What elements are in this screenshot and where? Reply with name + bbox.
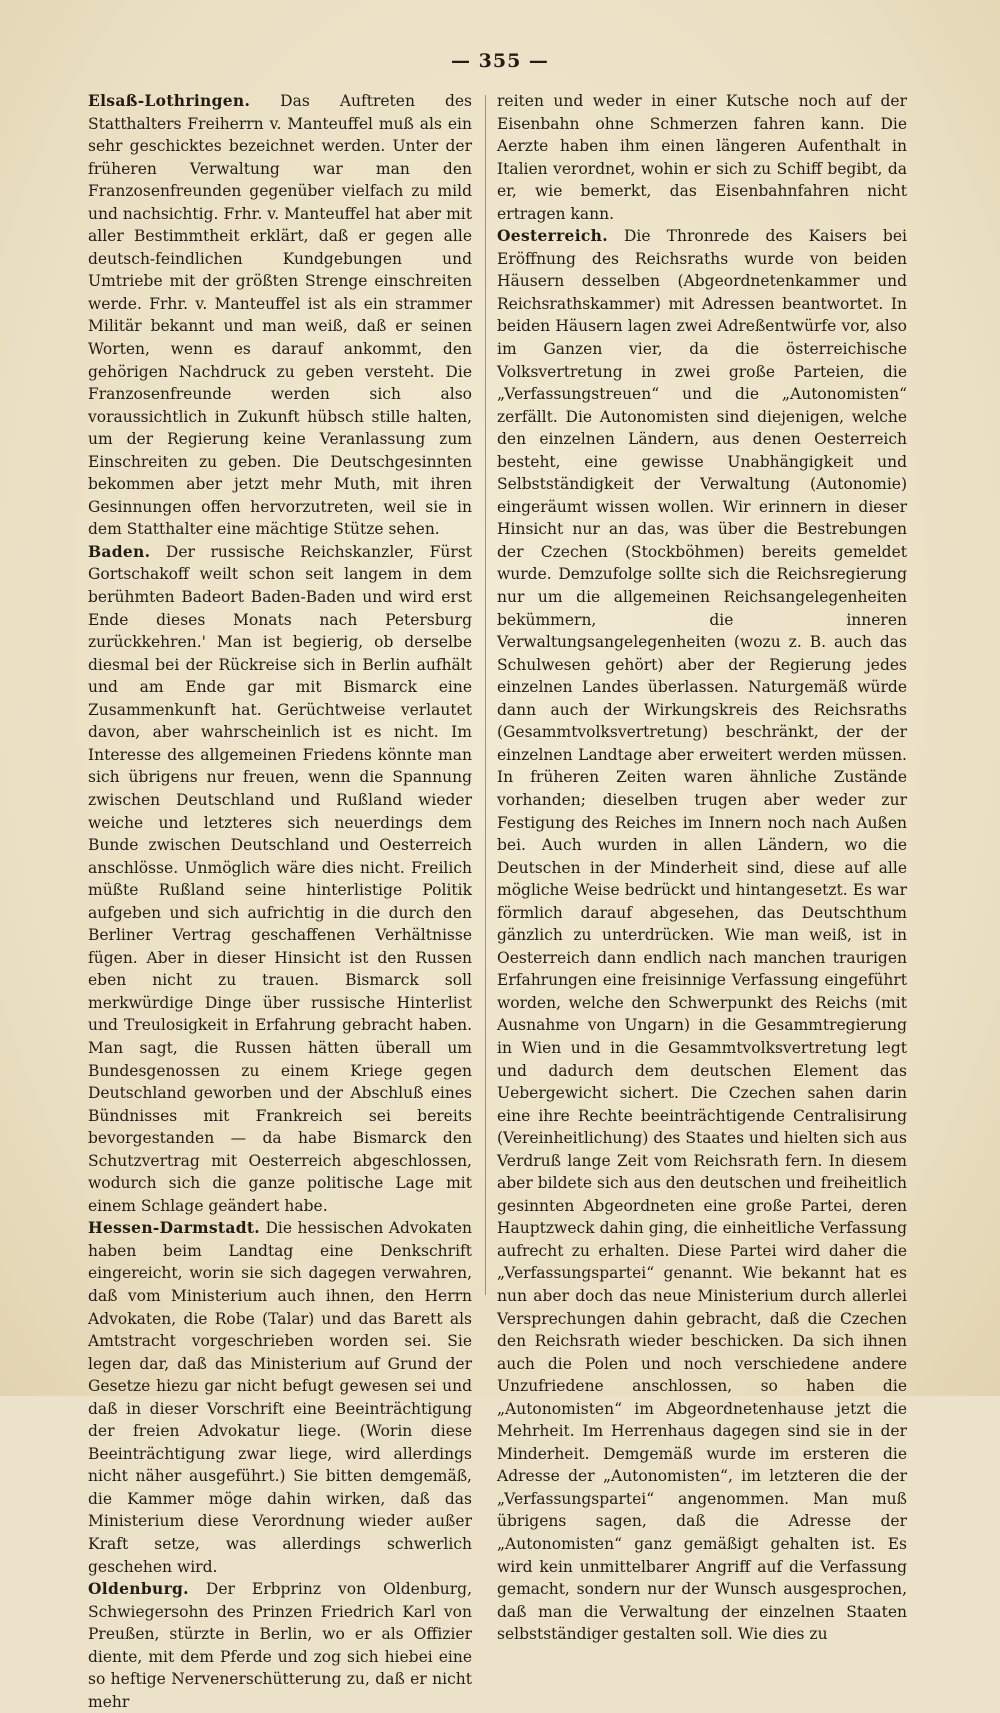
section-text: Die hessischen Advokaten haben beim Landtag eine Denkschrift eingereicht, worin sie sich dagegen verwahren, daß vom Ministerium auch ihnen, den Herrn Advokaten, die Robe (Talar) und das Barett als Amtstracht vorgeschrieben worden sei. Sie legen dar, daß das Ministerium auf Grund der Gesetze hiezu gar nicht befugt gewesen sei und daß in dieser Vorschrift eine Beeinträchtigung der freien Advokatur liege. (Worin diese Beeinträchtigung zwar liege, wird allerdings nicht näher ausgeführt.) Sie bitten demgemäß, die Kammer möge dahin wirken, daß das Ministerium diese Verordnung wieder außer Kraft setze, was allerdings schwerlich geschehen wird. (88, 1219, 472, 1576)
right-column (497, 90, 907, 1646)
section-oldenburg (88, 1578, 472, 1713)
column-divider (485, 95, 486, 1295)
section-elsass-lothringen (88, 90, 472, 541)
section-text: Der russische Reichskanzler, Fürst Gortschakoff weilt schon seit langem in dem berühmten Badeort Baden-Baden und wird erst Ende dieses Monats nach Petersburg zurückkehren.' Man ist begierig, ob derselbe diesmal bei der Rückreise sich in Berlin aufhält und am Ende gar mit Bismarck eine Zusammenkunft hat. Gerüchtweise verlautet davon, aber wahrscheinlich ist es nicht. Im Interesse des allgemeinen Friedens könnte man sich übrigens nur freuen, wenn die Spannung zwischen Deutschland und Rußland wieder weiche und letzteres sich neuerdings dem Bunde zwischen Deutschland und Oesterreich anschlösse. Unmöglich wäre dies nicht. Freilich müßte Rußland seine hinterlistige Politik aufgeben und sich aufrichtig in die durch den Berliner Vertrag geschaffenen Verhältnisse fügen. Aber in dieser Hinsicht ist den Russen eben nicht zu trauen. Bismarck soll merkwürdige Dinge über russische Hinterlist und Treulosigkeit in Erfahrung gebracht haben. Man sagt, die Russen hätten überall um Bundesgenossen zu einem Kriege gegen Deutschland geworben und der Abschluß eines Bündnisses mit Frankreich sei bereits bevorgestanden — da habe Bismarck den Schutzvertrag mit Oesterreich abgeschlossen, wodurch sich die ganze politische Lage mit einem Schlage geändert habe. (88, 542, 472, 1215)
section-heading: Oldenburg. (88, 1579, 189, 1599)
section-hessen-darmstadt (88, 1217, 472, 1578)
section-baden (88, 541, 472, 1217)
section-text: Das Auftreten des Statthalters Freiherrn v. Manteuffel muß als ein sehr geschicktes bezeichnet werden. Unter der früheren Verwaltung war man den Franzosenfreunden gegenüber vielfach zu mild und nachsichtig. Frhr. v. Manteuffel hat aber mit aller Bestimmtheit erklärt, daß er gegen alle deutsch-feindlichen Kundgebungen und Umtriebe mit der größten Strenge einschreiten werde. Frhr. v. Manteuffel ist als ein strammer Militär bekannt und man weiß, daß er seinen Worten, wenn es darauf ankommt, den gehörigen Nachdruck zu geben versteht. Die Franzosenfreunde werden sich also voraussichtlich in Zukunft hübsch stille halten, um der Regierung keine Veranlassung zum Einschreiten zu geben. Die Deutschgesinnten bekommen aber jetzt mehr Muth, mit ihren Gesinnungen offen hervorzutreten, weil sie in dem Statthalter eine mächtige Stütze sehen. (88, 92, 472, 539)
section-text: Der Erbprinz von Oldenburg, Schwiegersohn des Prinzen Friedrich Karl von Preußen, stürzte in Berlin, wo er als Offizier diente, mit dem Pferde und zog sich hiebei eine so heftige Nervenerschütterung zu, daß er nicht mehr (88, 1580, 472, 1711)
section-oesterreich (497, 225, 907, 1645)
left-column (88, 90, 472, 1713)
section-text: Die Thronrede des Kaisers bei Eröffnung des Reichsraths wurde von beiden Häusern desselben (Abgeordnetenkammer und Reichsrathskammer) mit Adressen beantwortet. In beiden Häusern lagen zwei Adreßentwürfe vor, also im Ganzen vier, da die österreichische Volksvertretung in zwei große Parteien, die „Verfassungstreuen“ und die „Autonomisten“ zerfällt. Die Autonomisten sind diejenigen, welche den einzelnen Ländern, aus denen Oesterreich besteht, eine gewisse Unabhängigkeit und Selbstständigkeit der Verwaltung (Autonomie) eingeräumt wissen wollen. Wir erinnern in dieser Hinsicht nur an das, was über die Bestrebungen der Czechen (Stockböhmen) bereits gemeldet wurde. Demzufolge sollte sich die Reichsregierung nur um die allgemeinen Reichsangelegenheiten bekümmern, die inneren Verwaltungsangelegenheiten (wozu z. B. auch das Schulwesen gehört) aber der Regierung jedes einzelnen Landes überlassen. Naturgemäß würde dann auch der Wirkungskreis des Reichsraths (Gesammtvolksvertretung) beschränkt, der der einzelnen Landtage aber erweitert werden müssen. In früheren Zeiten waren ähnliche Zustände vorhanden; dieselben trugen aber weder zur Festigung des Reiches im Innern noch nach Außen bei. Auch wurden in allen Ländern, wo die Deutschen in der Minderheit sind, diese auf alle mögliche Weise bedrückt und hintangesetzt. Es war förmlich darauf abgesehen, das Deutschthum gänzlich zu unterdrücken. Wie man weiß, ist in Oesterreich dann endlich nach manchen traurigen Erfahrungen eine freisinnige Verfassung eingeführt worden, welche den Schwerpunkt des Reichs (mit Ausnahme von Ungarn) in die Gesammtregierung in Wien und in die Gesammtvolksvertretung legt und dadurch dem deutschen Element das Uebergewicht sichert. Die Czechen sahen darin eine ihre Rechte beeinträchtigende Centralisirung (Vereinheitlichung) des Staates und hielten sich aus Verdruß lange Zeit vom Reichsrath fern. In diesem aber bildete sich aus den deutschen und freiheitlich gesinnten Abgeordneten eine große Partei, deren Hauptzweck dahin ging, die einheitliche Verfassung aufrecht zu erhalten. Diese Partei wird daher die „Verfassungspartei“ genannt. Wie bekannt hat es nun aber doch das neue Ministerium durch allerlei Versprechungen dahin gebracht, daß die Czechen den Reichsrath wieder beschicken. Da sich ihnen auch die Polen und noch verschiedene andere Unzufriedene anschlossen, so haben die „Autonomisten“ im Abgeordnetenhause jetzt die Mehrheit. Im Herrenhaus dagegen sind sie in der Minderheit. Demgemäß wurde im ersteren die Adresse der „Autonomisten“, im letzteren die der „Verfassungspartei“ angenommen. Man muß übrigens sagen, daß die Adresse der „Autonomisten“ ganz gemäßigt gehalten ist. Es wird kein unmittelbarer Angriff auf die Verfassung gemacht, sondern nur der Wunsch ausgesprochen, daß man die Verwaltung der einzelnen Staaten selbstständiger gestalten soll. Wie dies zu (497, 227, 907, 1644)
page-number: — 355 — (451, 50, 549, 72)
section-text: reiten und weder in einer Kutsche noch auf der Eisenbahn ohne Schmerzen fahren kann. Die Aerzte haben ihm einen längeren Aufenthalt in Italien verordnet, wohin er sich zu Schiff begibt, da er, wie bemerkt, das Eisenbahnfahren nicht ertragen kann. (497, 92, 907, 223)
section-heading: Elsaß-Lothringen. (88, 91, 251, 110)
section-heading: Oesterreich. (497, 226, 608, 246)
section-oldenburg-continued (497, 90, 907, 225)
section-heading: Hessen-Darmstadt. (88, 1218, 260, 1238)
section-heading: Baden. (88, 541, 151, 561)
